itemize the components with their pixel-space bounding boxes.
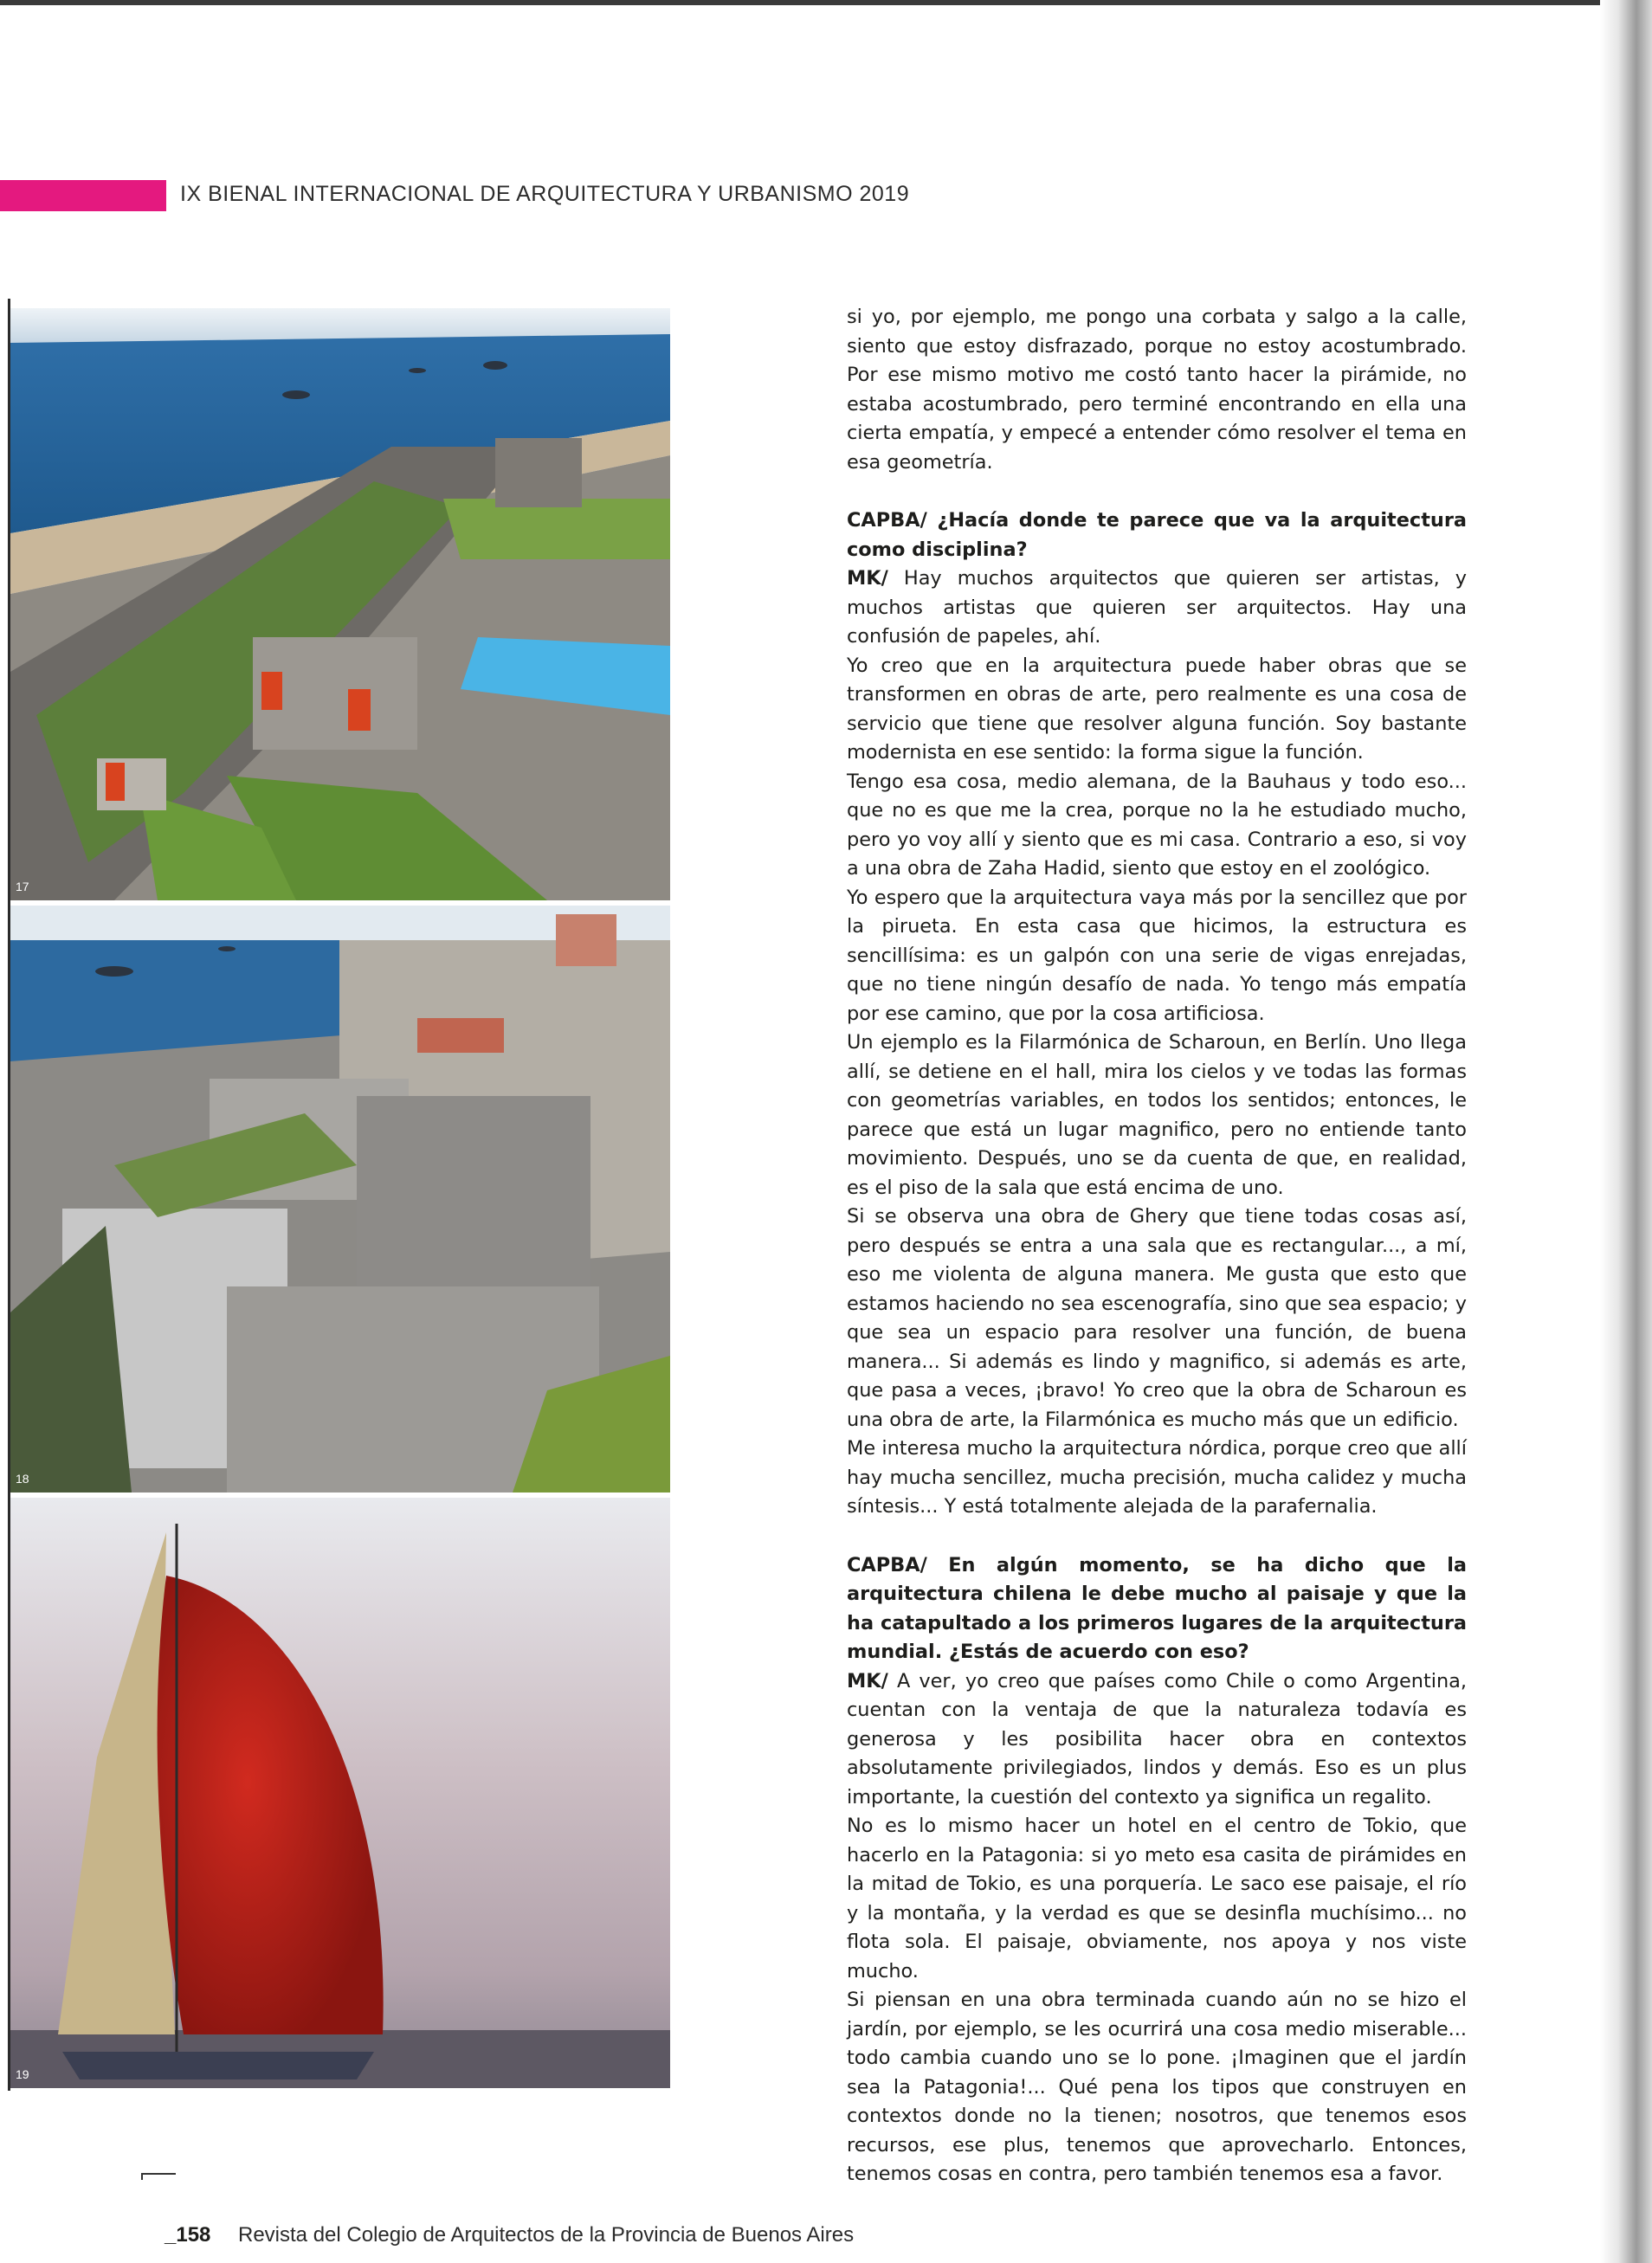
photo-17-image bbox=[10, 308, 670, 900]
photo-19-image bbox=[10, 1498, 670, 2088]
interview-question: CAPBA/ ¿Hacía donde te parece que va la arquitectura como disciplina? bbox=[847, 509, 1467, 561]
footer-rule bbox=[141, 2173, 176, 2175]
footer-rule-tick bbox=[141, 2173, 143, 2180]
paragraph: Yo creo que en la arquitectura puede haber obras que se transformen en obras de arte, pero realmente es una cosa de servicio que tiene que resolver alguna función. Soy bastante modernista en ese sentido: la forma sigue la función. bbox=[847, 654, 1467, 764]
photo-number: 18 bbox=[16, 1472, 29, 1486]
speaker-label: MK/ bbox=[847, 567, 888, 590]
paragraph: Si piensan en una obra terminada cuando aún no se hizo el jardín, por ejemplo, se les ocurrirá una cosa medio miserable... todo cambia cuando uno se lo pone. ¡Imaginen que el jardín sea la Patagonia!... Qué pena los tipos que construyen en contextos donde no la tienen; nosotros, que tenemos esos recursos, ese plus, tenemos que aprovecharlo. Entonces, tenemos cosas en contra, pero también tenemos esa a favor. bbox=[847, 1989, 1467, 2185]
paragraph: si yo, por ejemplo, me pongo una corbata y salgo a la calle, siento que estoy disfrazado, porque no estoy acostumbrado. Por ese mismo motivo me costó tanto hacer la pirámide, no estaba acostumbrado, pero terminé encontrando en ella una cierta empatía, y empecé a entender cómo resolver el tema en esa geometría. bbox=[847, 306, 1467, 474]
photo-number: 17 bbox=[16, 880, 29, 893]
paragraph: Me interesa mucho la arquitectura nórdica, porque creo que allí hay mucha sencillez, mucha precisión, mucha calidez y mucha síntesis... Y está totalmente alejada de la parafernalia. bbox=[847, 1437, 1467, 1518]
photo-18-image bbox=[10, 906, 670, 1493]
paragraph: Un ejemplo es la Filarmónica de Scharoun, en Berlín. Uno llega allí, se detiene en el hall, mira los cielos y ve todas las formas con geometrías variables, en todos los sentidos; entonces, le parece que está un lugar magnifico, pero no entiende tanto movimiento. Después, uno se da cuenta de que, en realidad, es el piso de la sala que está encima de uno. bbox=[847, 1031, 1467, 1199]
running-header: IX BIENAL INTERNACIONAL DE ARQUITECTURA Y URBANISMO 2019 bbox=[180, 182, 910, 206]
photo-17 bbox=[10, 308, 670, 900]
article-body bbox=[847, 303, 1467, 2189]
photo-18 bbox=[10, 906, 670, 1493]
page-gutter-shadow bbox=[1600, 0, 1652, 2263]
interview-question: CAPBA/ En algún momento, se ha dicho que la arquitectura chilena le debe mucho al paisaje y que la ha catapultado a los primeros lugares de la arquitectura mundial. ¿Estás de acuerdo con eso? bbox=[847, 1553, 1467, 1663]
paragraph: No es lo mismo hacer un hotel en el centro de Tokio, que hacerlo en la Patagonia: si yo meto esa casita de pirámides en la mitad de Tokio, es una porquería. Le saco ese paisaje, el río y la montaña, y la verdad es que se desinfla muchísimo... no flota sola. El paisaje, obviamente, nos apoya y nos viste mucho. bbox=[847, 1815, 1467, 1983]
page-number: _ 158 bbox=[165, 2223, 210, 2247]
speaker-label: MK/ bbox=[847, 1669, 888, 1692]
interview-answer bbox=[847, 564, 1467, 652]
publication-name: Revista del Colegio de Arquitectos de la Provincia de Buenos Aires bbox=[238, 2223, 855, 2247]
photo-number: 19 bbox=[16, 2067, 29, 2081]
answer-text: Hay muchos arquitectos que quieren ser artistas, y muchos artistas que quieren ser arquitectos. Hay una confusión de papeles, ahí. bbox=[847, 567, 1467, 648]
paragraph: Yo espero que la arquitectura vaya más por la sencillez que por la pirueta. En esta casa que hicimos, la estructura es sencillísima: es un galpón con una serie de vigas enrejadas, que no tiene ningún desafío de nada. Yo tengo más empatía por ese camino, que por la cosa artificiosa. bbox=[847, 886, 1467, 1025]
answer-text: A ver, yo creo que países como Chile o como Argentina, cuentan con la ventaja de que la naturaleza todavía es generosa y les posibilita hacer obra en contextos absolutamente privilegiados, lindos y demás. Eso es un plus importante, la cuestión del contexto ya significa un regalito. bbox=[847, 1669, 1467, 1808]
page-top-edge bbox=[0, 0, 1652, 5]
photo-19 bbox=[10, 1498, 670, 2088]
header-accent-bar bbox=[0, 180, 166, 211]
paragraph: Tengo esa cosa, medio alemana, de la Bauhaus y todo eso... que no es que me la crea, porque no la he estudiado mucho, pero yo voy allí y siento que es mi casa. Contrario a eso, si voy a una obra de Zaha Hadid, siento que estoy en el zoológico. bbox=[847, 770, 1467, 880]
paragraph: Si se observa una obra de Ghery que tiene todas cosas así, pero después se entra a una sala que es rectangular..., a mí, eso me violenta de alguna manera. Me gusta que esto que estamos haciendo no sea escenografía, sino que sea espacio; y que sea un espacio para resolver una función, de buena manera... Si además es lindo y magnifico, si además es arte, que pasa a veces, ¡bravo! Yo creo que la obra de Scharoun es una obra de arte, la Filarmónica es mucho más que un edificio. bbox=[847, 1205, 1467, 1431]
interview-answer bbox=[847, 1667, 1467, 1813]
